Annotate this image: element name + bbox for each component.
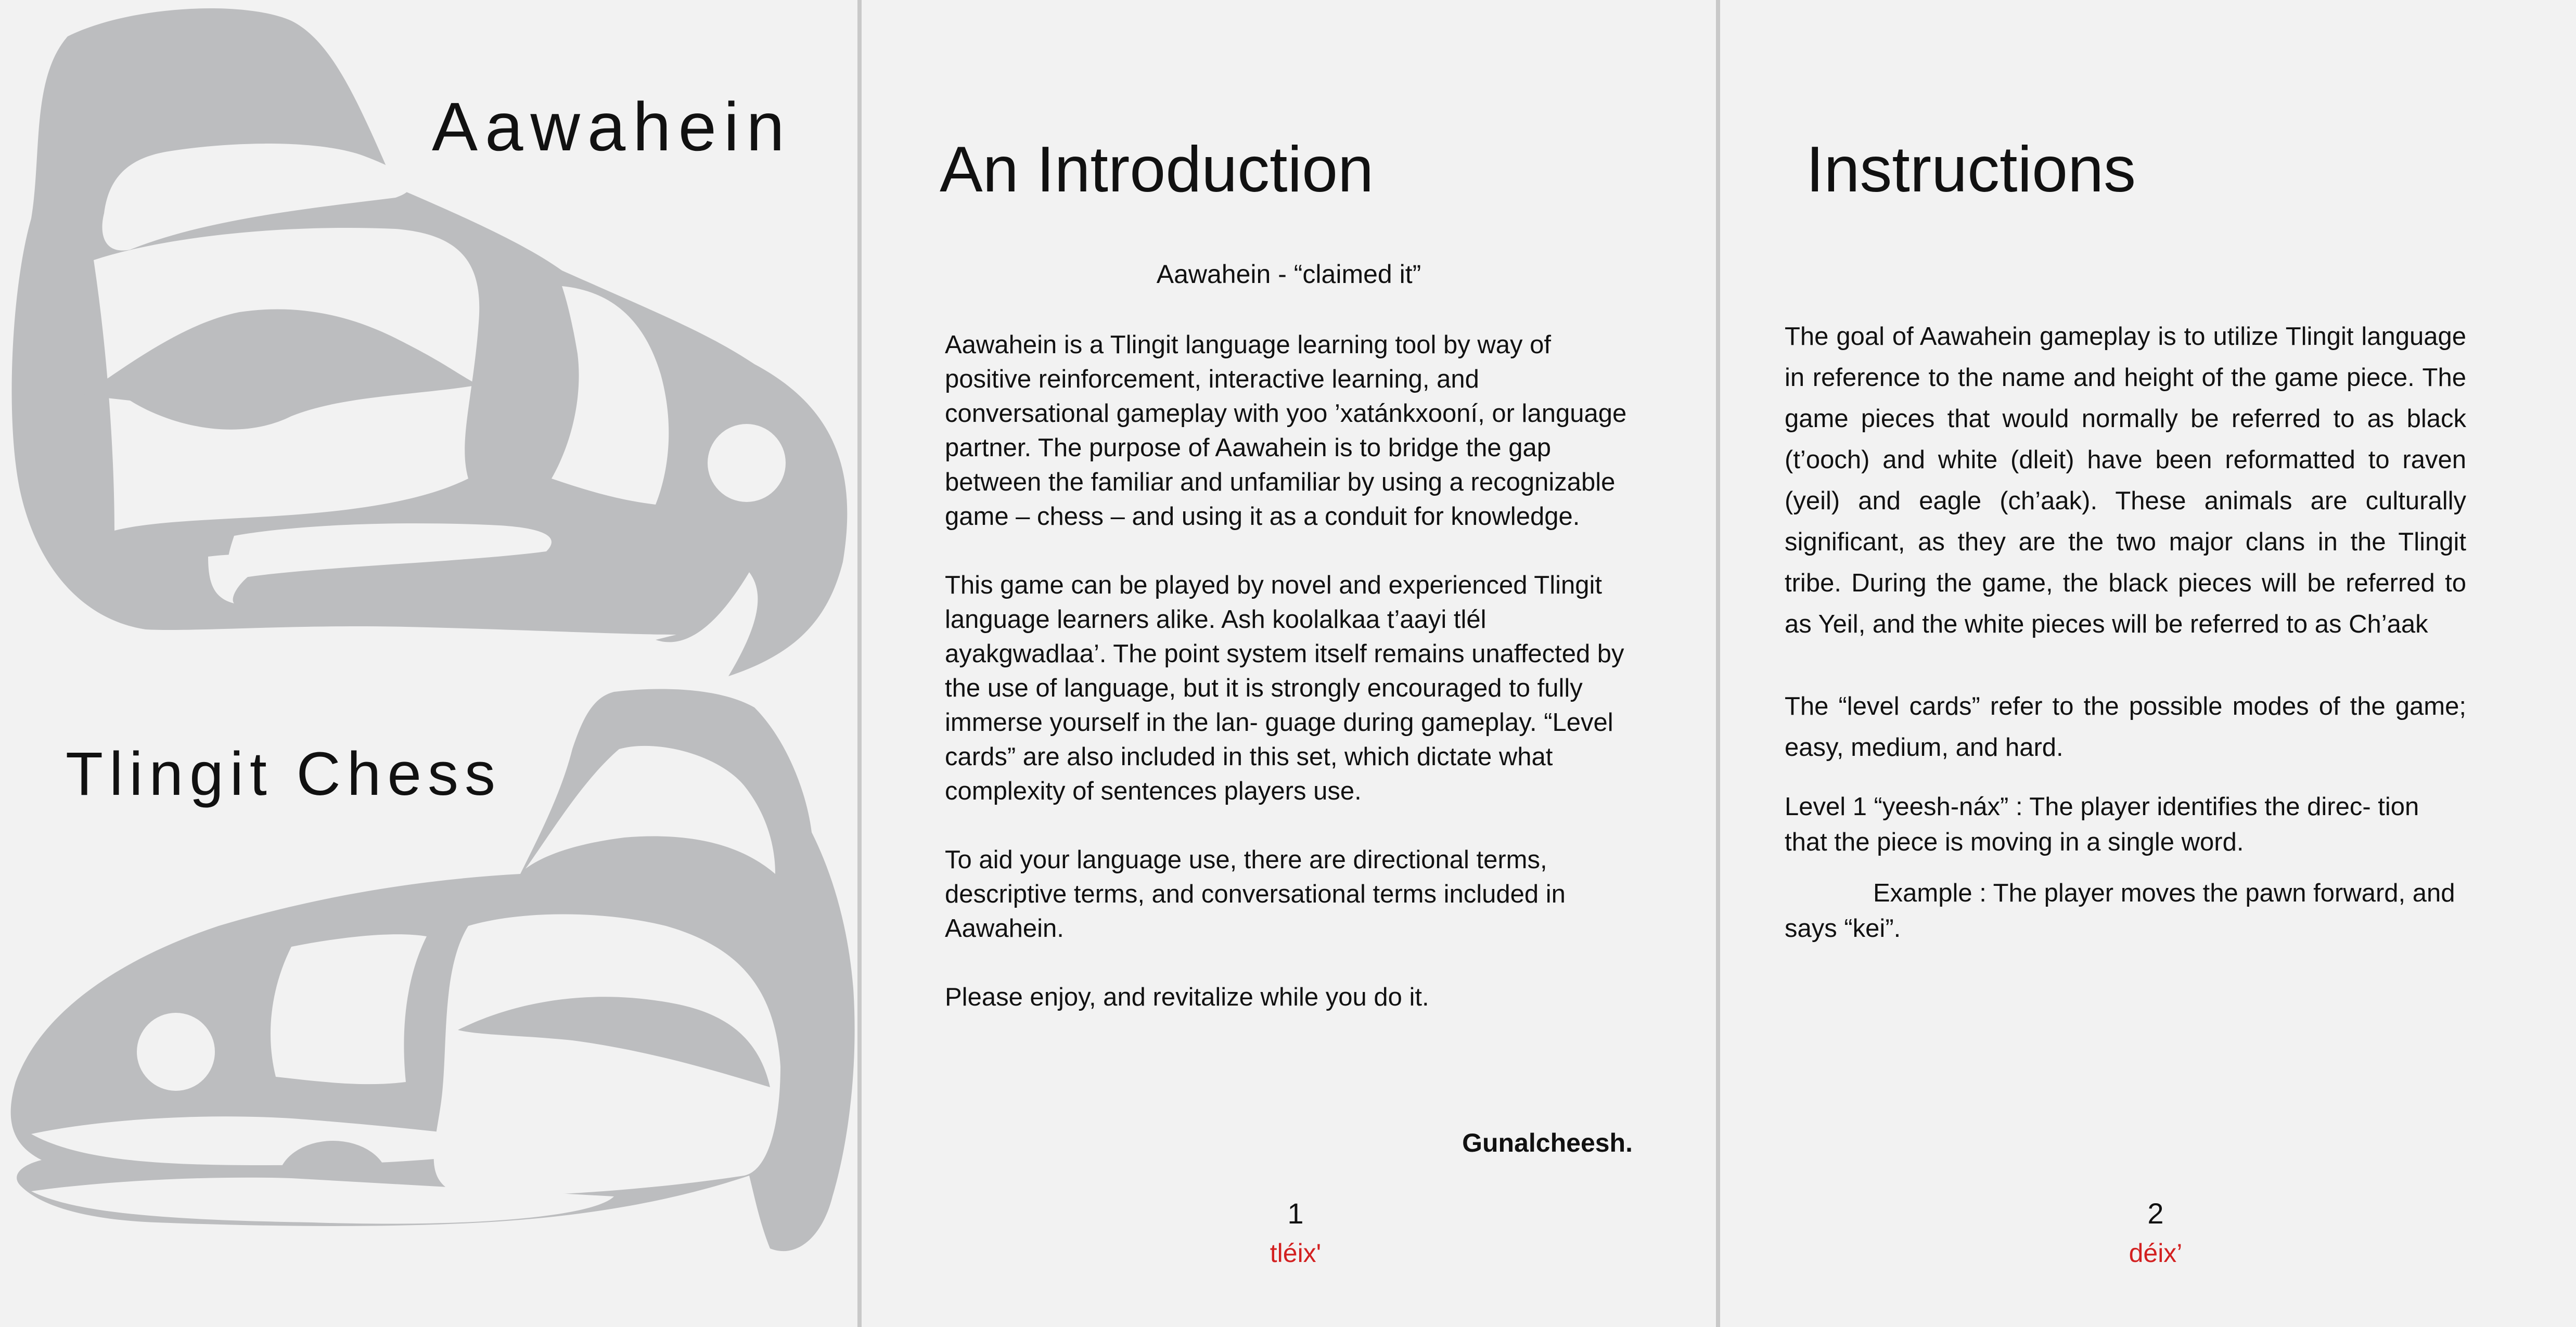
intro-paragraph: This game can be played by novel and experienced Tlingit language learners alike. Ash koolalkaa t’aayi tlél ayakgwadlaa’. The point system itself remains unaffected by the use of language, but it is strongly encouraged to fully immerse yourself in the lan- guage during gameplay. “Level cards” are also included in this set, which dictate what complexity of sentences players use.	[945, 571, 1624, 805]
page-number: 1	[1287, 1197, 1304, 1230]
instructions-body	[1785, 316, 2466, 946]
level-description: Level 1 “yeesh-náx” : The player identifies the direc- tion that the piece is moving in a single word.	[1785, 793, 2419, 856]
cover-title-bottom: Tlingit Chess	[66, 740, 502, 808]
instructions-paragraph: The goal of Aawahein gameplay is to utilize Tlingit language in reference to the name and height of the game piece. The game pieces that would normally be referred to as black (t’ooch) and white (dleit) have been reformatted to raven (yeil) and eagle (ch’aak). These animals are culturally significant, as they are the two major clans in the Tlingit tribe. During the game, the black pieces will be referred to as Yeil, and the white pieces will be referred to as Ch’aak	[1785, 323, 2466, 638]
page-divider	[1716, 0, 1720, 1327]
level-example: Example : The player moves the pawn forward, and says “kei”.	[1785, 879, 2455, 943]
intro-paragraph: To aid your language use, there are directional terms, descriptive terms, and conversational terms included in Aawahein.	[945, 846, 1566, 943]
page-number-word: tléix'	[1270, 1239, 1322, 1268]
signoff: Gunalcheesh.	[1462, 1128, 1633, 1157]
cover-title-top: Aawahein	[432, 88, 792, 165]
intro-paragraph: Please enjoy, and revitalize while you do it.	[945, 983, 1429, 1011]
page-number: 2	[2147, 1197, 2164, 1230]
page-title: An Introduction	[940, 134, 1374, 205]
page-divider	[857, 0, 862, 1327]
intro-subtitle: Aawahein - “claimed it”	[1156, 260, 1421, 289]
intro-paragraph: Aawahein is a Tlingit language learning tool by way of positive reinforcement, interactive learning, and conversational gameplay with yoo ’xatánkxooní, or language partner. The purpose of Aawahein is to bridge the gap between the familiar and unfamiliar by using a recognizable game – chess – and using it as a conduit for knowledge.	[945, 331, 1627, 531]
page-number-word: déix’	[2129, 1239, 2183, 1268]
instructions-paragraph: The “level cards” refer to the possible modes of the game; easy, medium, and hard.	[1785, 692, 2466, 762]
cover-panel	[0, 0, 857, 1327]
page-title: Instructions	[1806, 134, 2136, 205]
intro-body	[945, 328, 1632, 1049]
formline-art	[0, 0, 857, 1327]
instructions-panel	[1720, 0, 2576, 1327]
introduction-panel	[862, 0, 1716, 1327]
